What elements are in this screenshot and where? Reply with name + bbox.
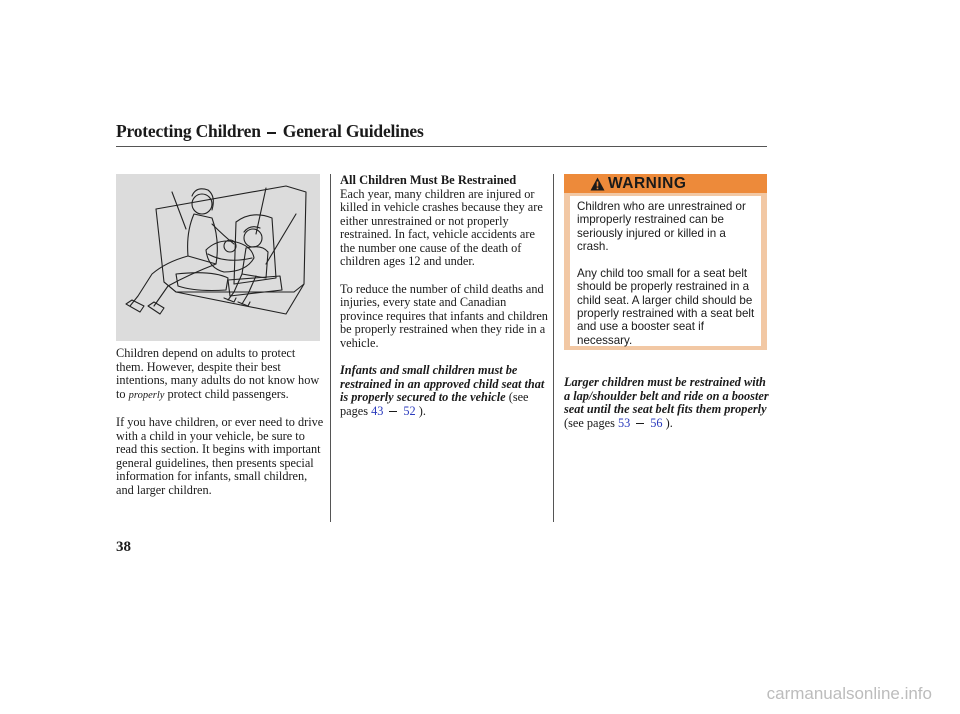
column-divider-2 [553, 174, 554, 522]
warning-label: WARNING [608, 175, 687, 192]
restrained-heading: All Children Must Be Restrained [340, 173, 517, 187]
intro-emphasis: properly [128, 389, 165, 401]
subsection-title: General Guidelines [282, 121, 424, 141]
intro-paragraph [116, 347, 324, 402]
page-link-56[interactable]: 56 [650, 415, 663, 430]
range-dash-2 [636, 423, 644, 424]
page-title [116, 121, 424, 142]
watermark: carmanualsonline.info [766, 684, 932, 703]
left-column [116, 347, 324, 511]
title-rule [116, 146, 767, 147]
right-column [564, 376, 772, 444]
warning-text [577, 200, 759, 361]
column-divider-1 [330, 174, 331, 522]
child-seat-drawing [116, 174, 320, 341]
child-seat-illustration [116, 174, 320, 341]
infant-guideline-text: Infants and small children must be restrained in an approved child seat that is properly secured to the vehicle [340, 363, 545, 404]
warning-triangle-icon [590, 177, 605, 191]
page-number: 38 [116, 539, 131, 555]
intro-text-2: protect child passengers. [167, 386, 289, 401]
page-link-53[interactable]: 53 [617, 415, 631, 430]
warning-paragraph-1: Children who are unrestrained or improperly restrained can be seriously injured or killed in a crash. [577, 200, 746, 253]
law-paragraph: To reduce the number of child deaths and injuries, every state and Canadian province requires that infants and children be properly restrained when they ride in a vehicle. [340, 281, 548, 350]
title-dash [267, 132, 276, 134]
infant-guideline [340, 364, 552, 418]
intro-text-1: Children depend on adults to protect them. However, despite their best intentions, many adults do not know how to [116, 346, 320, 401]
larger-children-guideline [564, 376, 772, 430]
page-link-43[interactable]: 43 [371, 403, 384, 418]
warning-paragraph-2: Any child too small for a seat belt should be properly restrained in a child seat. A larger child should be properly restrained with a seat belt and use a booster seat if necessary. [577, 267, 755, 347]
close-paren: ). [418, 403, 426, 418]
section-title: Protecting Children [116, 121, 261, 141]
injury-paragraph: Each year, many children are injured or killed in vehicle crashes because they are either unrestrained or not properly restrained. In fact, vehicle accidents are the number one cause of the death of children ages 12 and under. [340, 186, 543, 268]
middle-column [340, 174, 552, 432]
see-pages-label-2: (see pages [564, 415, 615, 430]
range-dash [389, 411, 397, 412]
close-paren-2: ). [665, 415, 673, 430]
larger-children-text: Larger children must be restrained with a lap/shoulder belt and ride on a booster seat until the seat belt fits them properly [564, 375, 769, 416]
see-pages-label: (see pages [340, 390, 529, 418]
page-link-52[interactable]: 52 [403, 403, 416, 418]
read-section-paragraph: If you have children, or ever need to drive with a child in your vehicle, be sure to read this section. It begins with important general guidelines, then presents special information for infants, small children, and larger children. [116, 415, 324, 497]
